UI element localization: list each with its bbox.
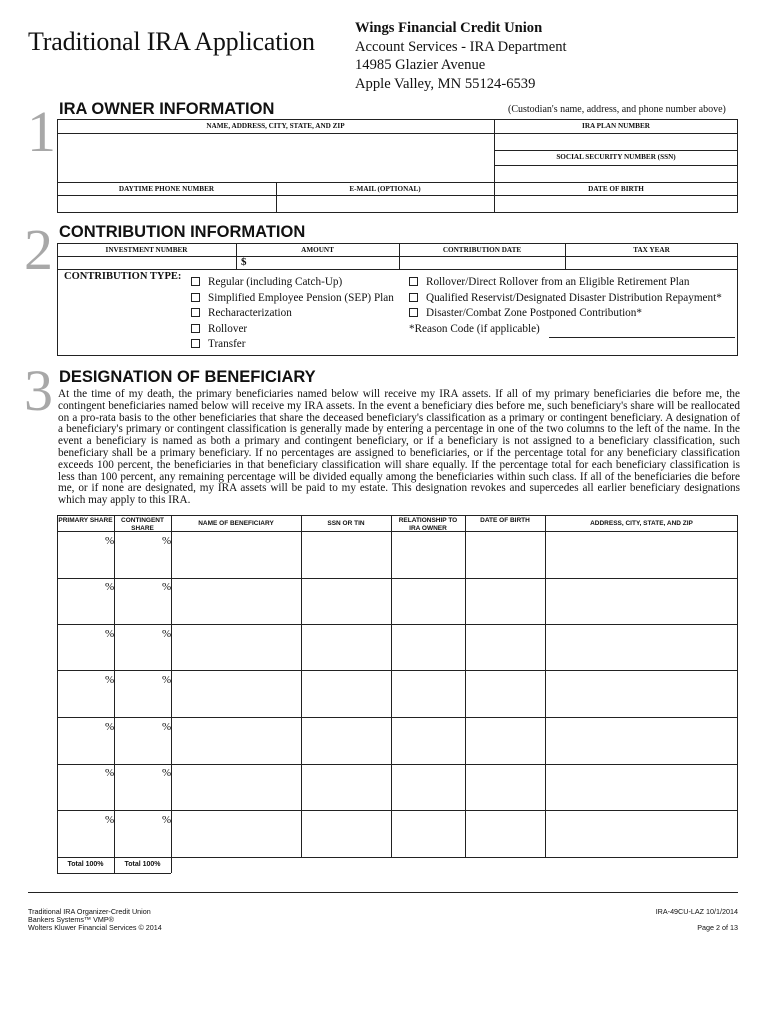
total-primary: Total 100% xyxy=(67,861,104,868)
ssn-label: SOCIAL SECURITY NUMBER (SSN) xyxy=(556,153,676,161)
contingent-percent-row-5: % xyxy=(162,721,172,733)
section-2-title: CONTRIBUTION INFORMATION xyxy=(59,223,306,241)
col-date-of-birth: DATE OF BIRTH xyxy=(480,517,530,524)
footer-form-name: Traditional IRA Organizer-Credit Union xyxy=(28,907,151,916)
custodian-department: Account Services - IRA Department xyxy=(355,38,567,55)
col-beneficiary-name: NAME OF BENEFICIARY xyxy=(198,520,274,527)
checkbox-icon[interactable] xyxy=(191,293,200,302)
total-contingent: Total 100% xyxy=(124,861,161,868)
checkbox-icon[interactable] xyxy=(409,308,418,317)
col-contingent-share: CONTINGENT SHARE xyxy=(121,517,164,532)
footer-left xyxy=(28,908,162,932)
col-ssn-tin: SSN OR TIN xyxy=(327,520,365,527)
plan-number-label: IRA PLAN NUMBER xyxy=(582,122,650,130)
section-1-number: 1 xyxy=(27,99,56,164)
primary-percent-row-1: % xyxy=(105,535,115,547)
phone-field[interactable] xyxy=(58,196,275,212)
checkbox-icon[interactable] xyxy=(191,277,200,286)
contingent-percent-row-4: % xyxy=(162,674,172,686)
checkbox-icon[interactable] xyxy=(191,308,200,317)
option-rollover[interactable]: Rollover xyxy=(191,322,394,338)
ssn-field[interactable] xyxy=(494,166,738,182)
primary-percent-row-3: % xyxy=(105,628,115,640)
checkbox-icon[interactable] xyxy=(409,293,418,302)
dob-field[interactable] xyxy=(495,196,737,212)
amount-dollar-sign: $ xyxy=(241,256,247,268)
contribution-options-right xyxy=(409,275,722,337)
tax-year-field[interactable] xyxy=(566,257,737,269)
section-3-title: DESIGNATION OF BENEFICIARY xyxy=(59,368,316,386)
footer-form-code: IRA-49CU-LAZ 10/1/2014 xyxy=(655,907,738,916)
option-reservist-disaster-repayment[interactable]: Qualified Reservist/Designated Disaster Distribution Repayment* xyxy=(409,291,722,307)
tax-year-label: TAX YEAR xyxy=(633,246,670,254)
option-disaster-combat-postponed[interactable]: Disaster/Combat Zone Postponed Contribution* xyxy=(409,306,722,322)
beneficiary-address-field[interactable] xyxy=(546,532,737,577)
custodian-note: (Custodian's name, address, and phone number above) xyxy=(508,104,726,115)
checkbox-icon[interactable] xyxy=(191,324,200,333)
contingent-percent-row-1: % xyxy=(162,535,172,547)
footer-copyright: Wolters Kluwer Financial Services © 2014 xyxy=(28,923,162,932)
option-rollover-eligible-plan[interactable]: Rollover/Direct Rollover from an Eligible Retirement Plan xyxy=(409,275,722,291)
email-field[interactable] xyxy=(277,196,493,212)
amount-field[interactable] xyxy=(250,257,398,269)
investment-number-label: INVESTMENT NUMBER xyxy=(105,246,188,254)
option-recharacterization[interactable]: Recharacterization xyxy=(191,306,394,322)
contingent-share-field[interactable] xyxy=(115,532,159,577)
primary-percent-row-5: % xyxy=(105,721,115,733)
phone-label: DAYTIME PHONE NUMBER xyxy=(118,185,215,193)
col-primary-share: PRIMARY SHARE xyxy=(58,517,113,524)
plan-number-field[interactable] xyxy=(494,134,738,150)
primary-percent-row-7: % xyxy=(105,814,115,826)
option-regular[interactable]: Regular (including Catch-Up) xyxy=(191,275,394,291)
contingent-percent-row-3: % xyxy=(162,628,172,640)
primary-share-field[interactable] xyxy=(58,532,102,577)
page-title: Traditional IRA Application xyxy=(28,27,315,56)
custodian-city-state-zip: Apple Valley, MN 55124-6539 xyxy=(355,75,536,92)
name-address-label: NAME, ADDRESS, CITY, STATE, AND ZIP xyxy=(206,122,345,130)
custodian-name: Wings Financial Credit Union xyxy=(355,20,543,36)
contribution-date-field[interactable] xyxy=(400,257,564,269)
footer-divider xyxy=(28,892,738,893)
option-sep[interactable]: Simplified Employee Pension (SEP) Plan xyxy=(191,291,394,307)
beneficiary-ssn-field[interactable] xyxy=(302,532,390,577)
checkbox-icon[interactable] xyxy=(191,339,200,348)
beneficiary-paragraph: At the time of my death, the primary beneficiaries named below will receive my IRA assets. If all of my primary beneficiaries die before me, the contingent beneficiaries named below will receive my IRA assets. In the event a beneficiary dies before me, such beneficiary's share will be reallocated on a pro-rata basis to the other beneficiaries that share the deceased beneficiary's classification as a primary or contingent beneficiary. A designation of a beneficiary's primary or contingent classification is generally made by entering a percentage in one of the two columns to the left of the name. In the event a beneficiary is named as both a primary and contingent beneficiary, or if a beneficiary is not assigned to a beneficiary classification, such beneficiary shall be a primary beneficiary. If no percentages are assigned to beneficiaries, or if the percentage total for any beneficiary classification exceeds 100 percent, the beneficiaries in that beneficiary classification will share equally. If the percentage total for each beneficiary classification is less than 100 percent, any remaining percentage will be divided equally among the beneficiaries within such class. If all of the beneficiaries die before me, or if none are designated, my IRA assets will be paid to my estate. This designation revokes and supercedes all earlier beneficiary designations which may apply to this IRA. xyxy=(58,388,740,507)
beneficiary-relationship-field[interactable] xyxy=(392,532,464,577)
investment-number-field[interactable] xyxy=(58,257,235,269)
section-2-number: 2 xyxy=(24,217,53,282)
reason-code: *Reason Code (if applicable) xyxy=(409,322,722,338)
footer-right xyxy=(590,908,738,932)
col-relationship: RELATIONSHIP TO IRA OWNER xyxy=(398,517,458,532)
col-address: ADDRESS, CITY, STATE, AND ZIP xyxy=(590,520,693,527)
contribution-options-left xyxy=(191,275,394,353)
option-transfer[interactable]: Transfer xyxy=(191,337,394,353)
footer-bankers-systems: Bankers Systems™ VMP® xyxy=(28,915,114,924)
custodian-address-block xyxy=(355,19,567,93)
amount-label: AMOUNT xyxy=(301,246,334,254)
primary-percent-row-2: % xyxy=(105,581,115,593)
reason-code-field[interactable] xyxy=(549,337,735,338)
custodian-street: 14985 Glazier Avenue xyxy=(355,57,486,74)
contingent-percent-row-2: % xyxy=(162,581,172,593)
footer-page-number: Page 2 of 13 xyxy=(697,923,738,932)
name-address-field[interactable] xyxy=(58,134,493,182)
section-3-number: 3 xyxy=(24,358,53,423)
contingent-percent-row-7: % xyxy=(162,814,172,826)
checkbox-icon[interactable] xyxy=(409,277,418,286)
section-1-title: IRA OWNER INFORMATION xyxy=(59,100,275,118)
email-label: E-MAIL (OPTIONAL) xyxy=(349,185,421,193)
contribution-date-label: CONTRIBUTION DATE xyxy=(442,246,522,254)
primary-percent-row-6: % xyxy=(105,767,115,779)
contribution-type-label: CONTRIBUTION TYPE: xyxy=(64,271,182,282)
beneficiary-name-field[interactable] xyxy=(172,532,300,577)
dob-label: DATE OF BIRTH xyxy=(588,185,644,193)
beneficiary-dob-field[interactable] xyxy=(466,532,544,577)
primary-percent-row-4: % xyxy=(105,674,115,686)
contingent-percent-row-6: % xyxy=(162,767,172,779)
